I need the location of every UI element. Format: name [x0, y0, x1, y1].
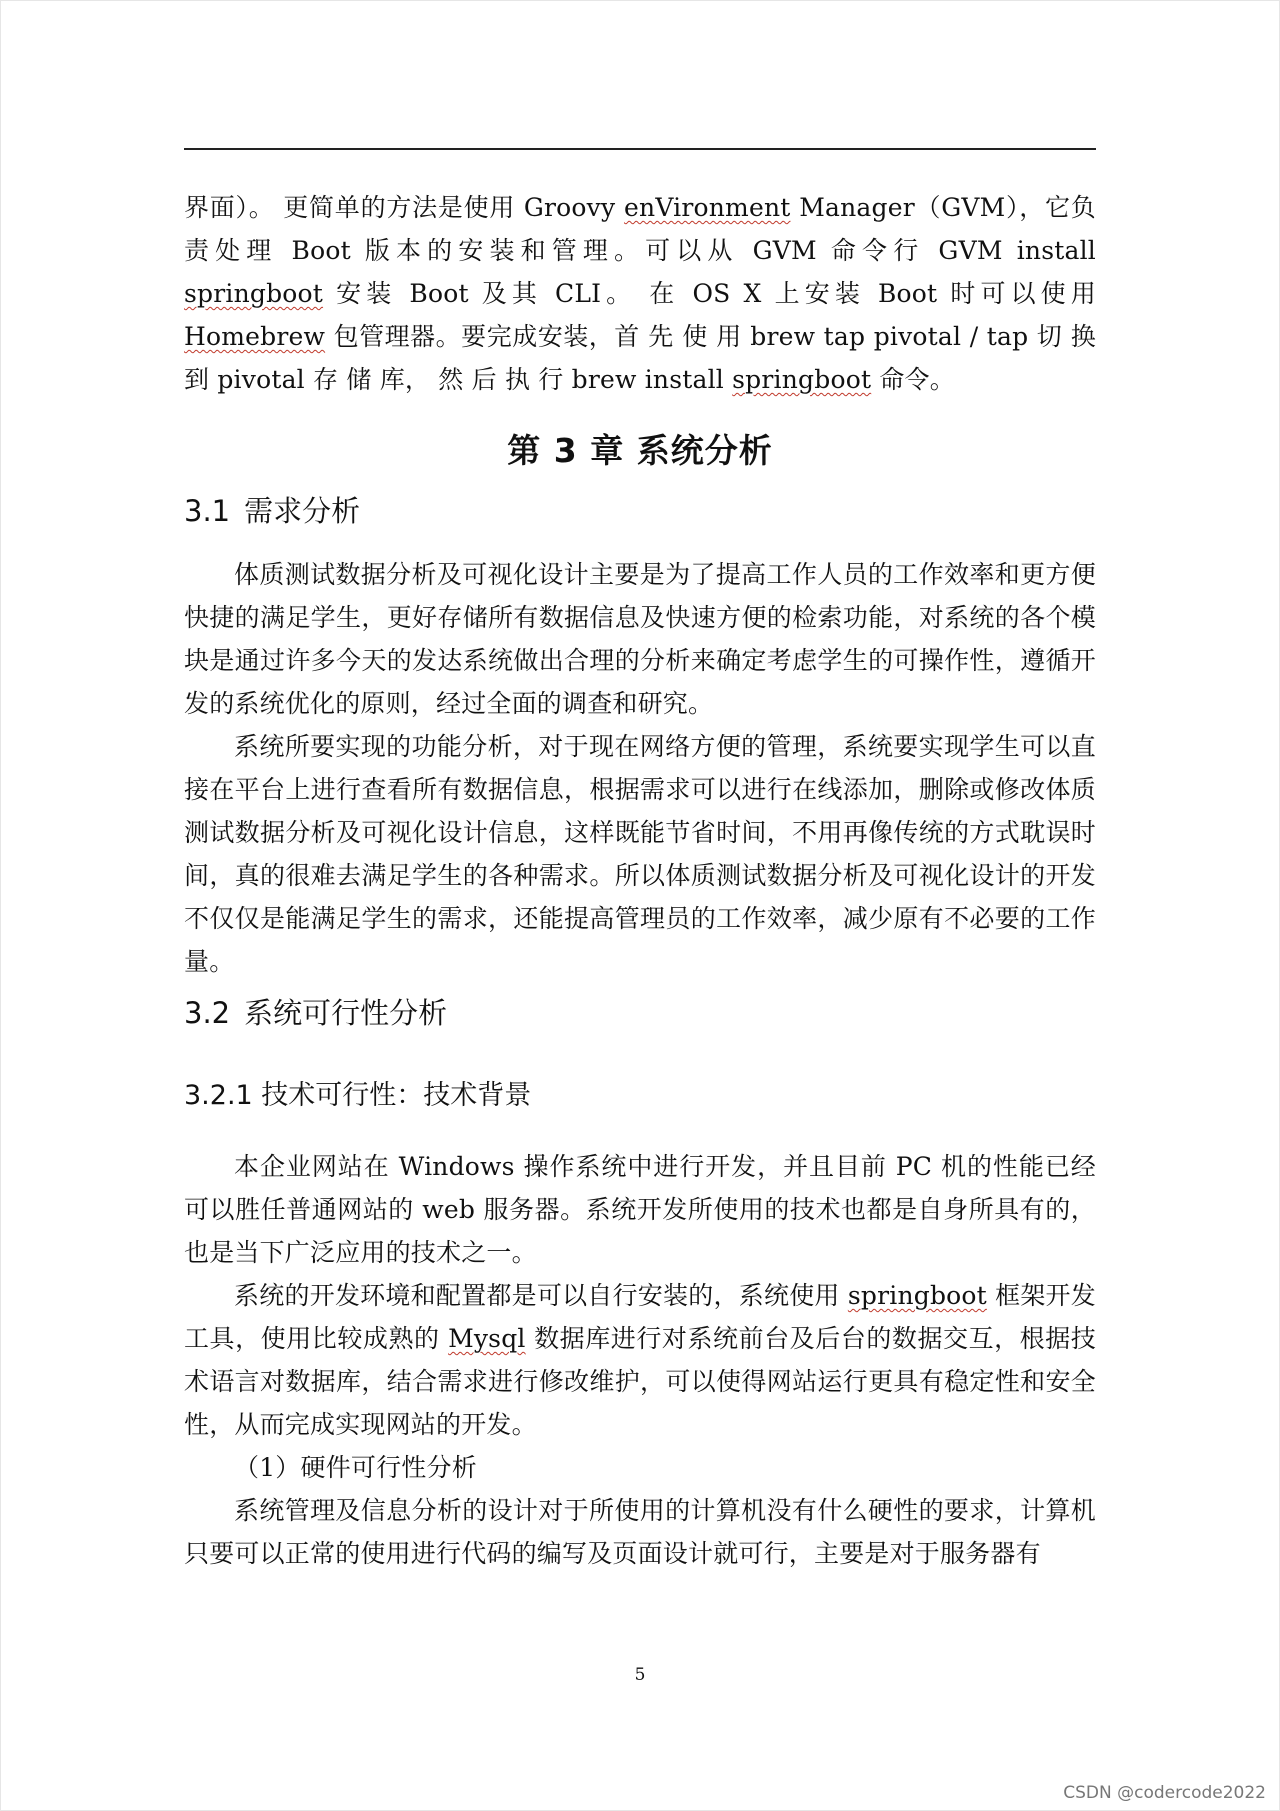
page-number: 5	[634, 1665, 646, 1685]
section-number: 3.2	[184, 996, 231, 1030]
subsection-paragraph-3: 系统管理及信息分析的设计对于所使用的计算机没有什么硬性的要求，计算机只要可以正常的使用进行代码的编写及页面设计就可行，主要是对于服务器有	[184, 1496, 1096, 1568]
chapter-title: 第 3 章 系统分析	[507, 431, 773, 470]
para2-term-springboot: springboot	[847, 1281, 987, 1310]
intro-text-4: 包管理器。要完成安装，首 先 使 用 brew tap pivotal / tap 切 换 到 pivotal 存 储 库， 然 后 执 行 brew install	[184, 322, 1096, 394]
section-number: 3.1	[184, 494, 231, 528]
para2-text-2: 框架开发工具，使用比较成熟的	[184, 1281, 1096, 1353]
subsection-heading-3-2-1: 3.2.1 技术可行性：技术背景	[184, 1080, 532, 1111]
intro-text-5: 命令。	[871, 365, 955, 394]
section-heading-3-1	[184, 491, 1096, 531]
section-1-paragraph-1: 体质测试数据分析及可视化设计主要是为了提高工作人员的工作效率和更方便快捷的满足学生，更好存储所有数据信息及快速方便的检索功能，对系统的各个模块是通过许多今天的发达系统做出合理的分析来确定考虑学生的可操作性，遵循开发的系统优化的原则，经过全面的调查和研究。	[184, 560, 1096, 718]
intro-term-springboot: springboot	[184, 279, 324, 308]
csdn-watermark: CSDN @codercode2022	[1063, 1783, 1266, 1803]
section-1-paragraph-2: 系统所要实现的功能分析，对于现在网络方便的管理，系统要实现学生可以直接在平台上进行查看所有数据信息，根据需求可以进行在线添加，删除或修改体质测试数据分析及可视化设计信息，这样既能节省时间，不用再像传统的方式耽误时间，真的很难去满足学生的各种需求。所以体质测试数据分析及可视化设计的开发不仅仅是能满足学生的需求，还能提高管理员的工作效率，减少原有不必要的工作量。	[184, 732, 1096, 976]
intro-term-environment: enVironment	[624, 193, 791, 222]
section-title: 系统可行性分析	[244, 996, 448, 1030]
intro-term-homebrew: Homebrew	[184, 322, 326, 351]
intro-text-3: 安装 Boot 及其 CLI。 在 OS X 上安装 Boot 时可以使用	[323, 279, 1096, 308]
para2-term-mysql: Mysql	[448, 1324, 526, 1353]
para2-text-3: 数据库进行对系统前台及后台的数据交互，根据技术语言对数据库，结合需求进行修改维护，可以使得网站运行更具有稳定性和安全性，从而完成实现网站的开发。	[184, 1324, 1096, 1439]
intro-paragraph	[184, 186, 1096, 401]
intro-term-springboot-2: springboot	[732, 365, 872, 394]
para2-text-1: 系统的开发环境和配置都是可以自行安装的，系统使用	[234, 1281, 848, 1310]
intro-text-1: 界面）。 更简单的方法是使用 Groovy	[184, 193, 625, 222]
subsection-paragraph-2	[184, 1274, 1096, 1446]
intro-text-2: Manager（GVM），它负责处理 Boot 版本的安装和管理。可以从 GVM 命令行 GVM install	[184, 193, 1096, 265]
header-rule	[184, 148, 1096, 150]
document-body	[184, 186, 1096, 1575]
subsection-paragraph-1: 本企业网站在 Windows 操作系统中进行开发，并且目前 PC 机的性能已经可以胜任普通网站的 web 服务器。系统开发所使用的技术也都是自身所具有的，也是当下广泛应用的技术之一。	[184, 1152, 1096, 1267]
hardware-feasibility-label: （1）硬件可行性分析	[234, 1453, 477, 1482]
section-heading-3-2	[184, 993, 1096, 1033]
section-title: 需求分析	[244, 494, 361, 528]
